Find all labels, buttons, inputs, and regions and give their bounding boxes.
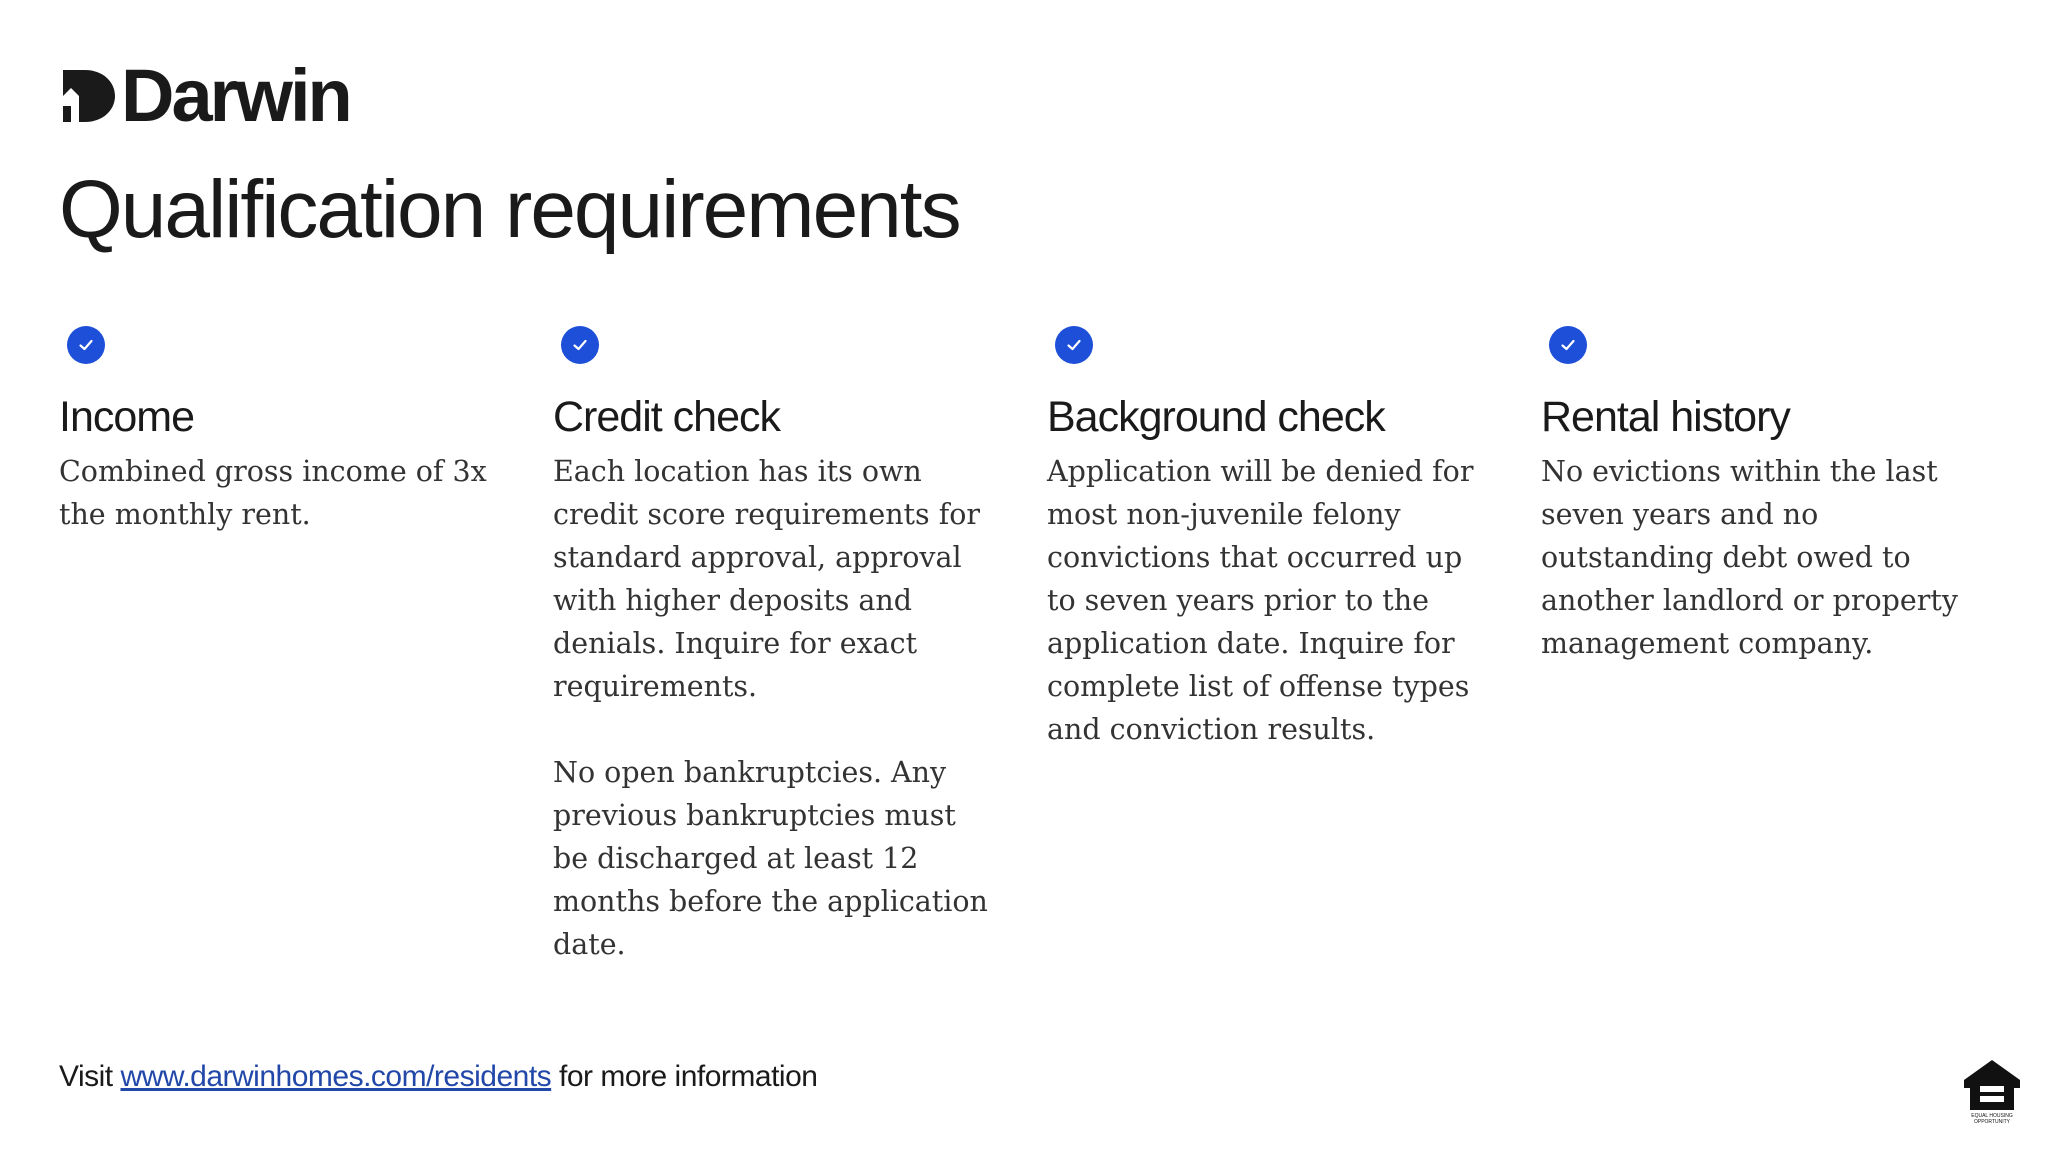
brand-name: Darwin	[121, 54, 350, 137]
footer-suffix: for more information	[559, 1060, 818, 1093]
check-circle-icon	[1549, 326, 1587, 364]
requirement-description: Each location has its own credit score requirements for standard approval, approval with higher deposits and denials. Inquire for exact requirements.	[553, 454, 981, 703]
svg-text:EQUAL HOUSING: EQUAL HOUSING	[1971, 1113, 2013, 1119]
footer-note	[59, 1060, 817, 1094]
requirements-list	[59, 326, 1989, 966]
check-circle-icon	[67, 326, 105, 364]
requirement-description: Application will be denied for most non-juvenile felony convictions that occurred up to seven years prior to the application date. Inquire for complete list of offense types and conviction results.	[1047, 454, 1474, 746]
requirement-title: Credit check	[553, 393, 780, 441]
requirement-title: Rental history	[1541, 393, 1790, 441]
residents-link[interactable]: www.darwinhomes.com/residents	[120, 1060, 552, 1093]
requirement-credit-check	[553, 326, 1047, 966]
check-circle-icon	[561, 326, 599, 364]
check-circle-icon	[1055, 326, 1093, 364]
equal-housing-opportunity-icon	[1962, 1058, 2022, 1124]
darwin-logo-mark-icon	[59, 66, 119, 126]
footer-prefix: Visit	[59, 1060, 113, 1093]
requirement-background-check	[1047, 326, 1541, 966]
page-title: Qualification requirements	[59, 164, 960, 255]
requirement-rental-history	[1541, 326, 2035, 966]
requirement-income	[59, 326, 553, 966]
requirement-description: No open bankruptcies. Any previous bankruptcies must be discharged at least 12 months before the application date.	[553, 755, 988, 961]
requirement-description: No evictions within the last seven years and no outstanding debt owed to another landlord or property management company.	[1541, 454, 1958, 660]
requirement-title: Background check	[1047, 393, 1385, 441]
requirement-description: Combined gross income of 3x the monthly rent.	[59, 454, 487, 531]
requirement-title: Income	[59, 393, 195, 441]
brand-logo	[59, 54, 350, 137]
svg-text:OPPORTUNITY: OPPORTUNITY	[1973, 1119, 2011, 1124]
